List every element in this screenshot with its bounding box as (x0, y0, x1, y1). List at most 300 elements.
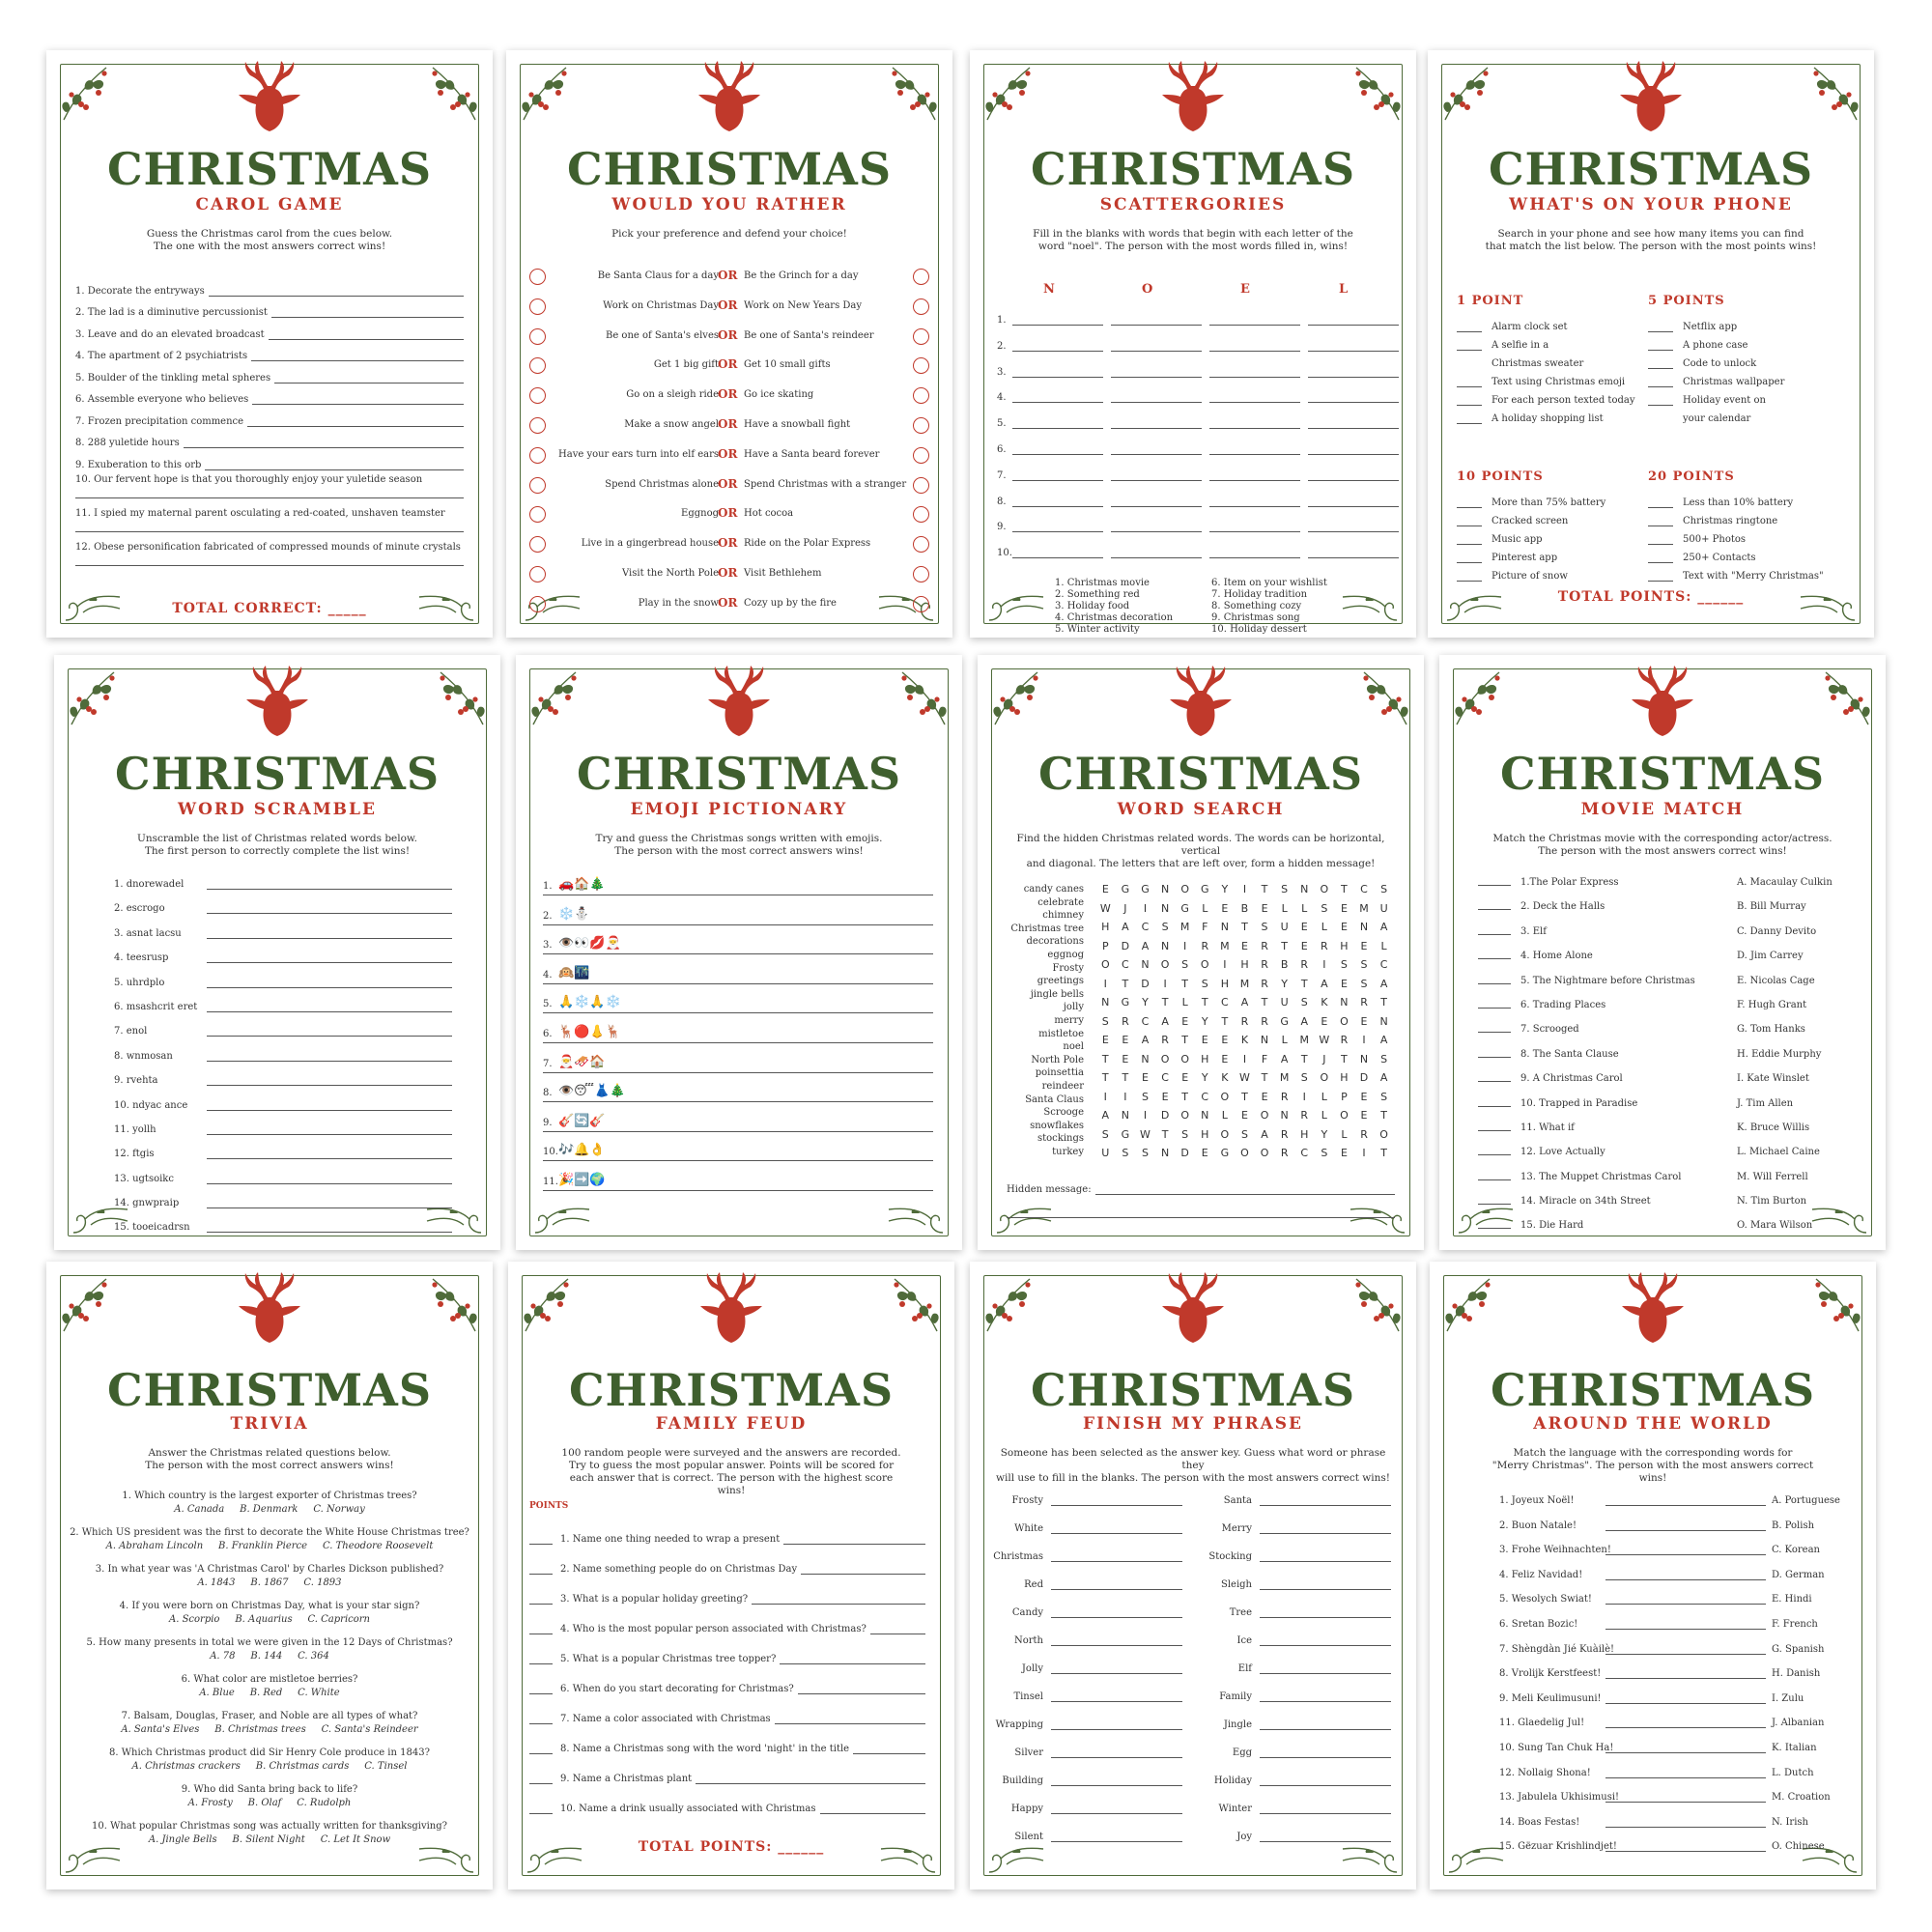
sheet-would-you-rather (506, 50, 952, 638)
grid-letter: O (1180, 1109, 1189, 1122)
grid-letter: I (1322, 958, 1326, 971)
blank-line (1457, 572, 1482, 582)
grid-letter: T (1380, 1109, 1387, 1122)
item-text: 2. The lad is a diminutive percussionist (75, 307, 268, 318)
grid-letter: E (1360, 1090, 1368, 1103)
answer-line (207, 987, 452, 988)
instructions: Answer the Christmas related questions below. The person with the most correct answers wins! (145, 1447, 394, 1471)
holly-icon (983, 62, 1045, 124)
sheet-title: CHRISTMAS (1490, 1364, 1816, 1416)
grid-letter: N (1379, 1014, 1388, 1028)
scatter-row (997, 489, 1387, 515)
answer-line (75, 561, 464, 566)
sheet-subtitle: SCATTERGORIES (1099, 195, 1287, 214)
phrase-word: Red (1024, 1579, 1043, 1590)
scrambled-word: 15. tooeicadrsn (114, 1222, 190, 1234)
list-item (114, 1043, 452, 1067)
choice-circle[interactable] (529, 417, 546, 434)
answer-line (1605, 1777, 1766, 1778)
language: C. Korean (1772, 1545, 1820, 1556)
grid-row (1095, 996, 1395, 1015)
phrase-word: Tinsel (1013, 1691, 1043, 1702)
choice-circle[interactable] (529, 269, 546, 285)
grid-letter: G (1280, 1014, 1289, 1028)
row-number: 8. (997, 496, 1007, 507)
grid-letter: F (1202, 921, 1208, 933)
list-item (114, 1018, 452, 1042)
phrase-word: Candy (1011, 1607, 1043, 1618)
question-text: 6. When do you start decorating for Christmas? (560, 1684, 794, 1694)
actor-name: O. Mara Wilson (1737, 1220, 1813, 1232)
grid-letter: O (1160, 958, 1170, 971)
blank-line (1478, 1032, 1511, 1033)
list-item (543, 903, 933, 933)
holly-icon (983, 1273, 1045, 1335)
answer-line (820, 1804, 926, 1814)
phrase-word: Stocking (1208, 1551, 1252, 1562)
match-row (1499, 1640, 1841, 1665)
holly-icon (522, 1273, 583, 1335)
grid-letter: D (1141, 977, 1150, 990)
instructions: Match the language with the corresponding words for "Merry Christmas". The person with the most answers correct wins! (1492, 1447, 1814, 1484)
language: J. Albanian (1772, 1718, 1825, 1729)
grid-letter: I (1123, 1090, 1127, 1103)
answer-line (1605, 1727, 1766, 1728)
word-list-item: merry (1054, 1014, 1084, 1026)
flourish-icon (1341, 591, 1399, 624)
answer-line (1209, 454, 1300, 455)
answer-line (1012, 480, 1103, 481)
grid-row (1095, 902, 1395, 922)
phrase: 3. Frohe Weihnachten! (1499, 1545, 1611, 1556)
item-text: 1. Decorate the entryways (75, 285, 205, 297)
instructions: Find the hidden Christmas related words. The words can be horizontal, vertical and diagonal. The letters that are left over, form a hidden message! (1016, 833, 1385, 869)
row-number: 5. (997, 418, 1007, 430)
feud-row (529, 1634, 925, 1664)
option-b: Visit Bethlehem (744, 568, 822, 579)
answer-options: A. Frosty B. Olaf C. Rudolph (187, 1798, 352, 1808)
scrambled-word: 10. ndyac ance (114, 1099, 188, 1111)
row-number: 7. (997, 469, 1007, 481)
blank-line (1478, 1106, 1511, 1107)
grid-letter: E (1122, 1034, 1129, 1046)
holly-icon (1801, 1273, 1862, 1335)
blank-line (1648, 323, 1673, 332)
scrambled-word: 14. gnwpraip (114, 1198, 180, 1209)
grid-letter: S (1380, 1052, 1388, 1065)
movie-title: 4. Home Alone (1520, 951, 1593, 962)
grid-letter: R (1300, 1109, 1309, 1122)
grid-letter: N (1359, 1052, 1369, 1065)
sheet-title: CHRISTMAS (106, 143, 433, 195)
instructions: Someone has been selected as the answer key. Guess what word or phrase they will use to fill in the blanks. The person with the most answers correct wins! (995, 1447, 1391, 1484)
grid-letter: T (1281, 939, 1288, 952)
answer-line (1012, 377, 1103, 378)
match-row (1499, 1714, 1841, 1739)
sheet-title: CHRISTMAS (1499, 748, 1826, 800)
or-label: OR (718, 357, 738, 372)
sheet-title: CHRISTMAS (566, 143, 893, 195)
answer-line (798, 1684, 925, 1694)
points-heading: 5 POINTS (1648, 294, 1725, 308)
grid-letter: N (1160, 939, 1170, 952)
word-list-item: snowflakes (1030, 1120, 1084, 1131)
answer-line (1308, 351, 1399, 352)
answer-line (1605, 1703, 1766, 1704)
question-text: 8. Which Christmas product did Sir Henry Cole produce in 1843? (109, 1747, 430, 1758)
list-item (75, 427, 464, 449)
choice-circle[interactable] (529, 328, 546, 345)
item-text: 7. Frozen precipitation commence (75, 415, 244, 427)
blank-line (1457, 535, 1482, 545)
word-list-item: chimney (1042, 910, 1084, 922)
answer-line (801, 1564, 925, 1575)
points-blank (529, 1595, 553, 1605)
blank-line (1457, 517, 1482, 526)
checklist-item (1457, 387, 1650, 406)
phrase-word: Wrapping (995, 1719, 1043, 1730)
grid-letter: G (1121, 1127, 1130, 1141)
grid-letter: N (1121, 1109, 1129, 1122)
item-text: Text using Christmas emoji (1492, 377, 1626, 387)
scatter-row (997, 384, 1387, 411)
checklist-item (1648, 526, 1851, 545)
grid-letter: N (1101, 996, 1110, 1009)
choice-circle[interactable] (529, 477, 546, 494)
trivia-question (70, 1710, 469, 1747)
trivia-question (70, 1636, 469, 1673)
grid-letter: T (1122, 977, 1129, 990)
option-b: Work on New Years Day (744, 299, 863, 311)
phrase-word: White (1014, 1523, 1043, 1534)
grid-row (1095, 1147, 1395, 1166)
item-text: For each person texted today (1492, 395, 1635, 406)
answer-line (1051, 1757, 1182, 1758)
grid-letter: B (1240, 901, 1249, 915)
sheet-title: CHRISTMAS (1037, 748, 1364, 800)
checklist-item (1457, 406, 1650, 424)
phrase-row (1194, 1770, 1397, 1798)
flourish-icon (995, 1204, 1053, 1236)
reindeer-head-icon (698, 665, 780, 738)
movie-title: 13. The Muppet Christmas Carol (1520, 1171, 1682, 1182)
choice-circle[interactable] (529, 596, 546, 612)
match-row (1499, 1690, 1841, 1715)
points-heading: 20 POINTS (1648, 469, 1735, 484)
grid-letter: R (1122, 1014, 1129, 1028)
answer-line (1209, 557, 1300, 558)
word-list-item: stockings (1037, 1133, 1084, 1145)
word-list-item: greetings (1037, 976, 1084, 987)
grid-letter: A (1379, 1034, 1388, 1046)
choice-circle[interactable] (913, 328, 929, 345)
reindeer-head-icon (1622, 665, 1703, 738)
blank-line (1478, 1228, 1511, 1229)
choice-circle[interactable] (913, 298, 929, 315)
list-item (75, 340, 464, 362)
blank-line (1478, 1081, 1511, 1082)
answer-line (1260, 1673, 1391, 1674)
choice-circle[interactable] (913, 417, 929, 434)
or-label: OR (718, 417, 738, 431)
match-row (1499, 1837, 1841, 1862)
scrambled-word: 9. rvehta (114, 1075, 158, 1087)
word-list-item: Frosty (1052, 962, 1084, 974)
answer-line (1260, 1617, 1391, 1618)
answer-line (207, 1232, 452, 1233)
points-blank (529, 1775, 553, 1784)
phrase-word: Sleigh (1220, 1579, 1252, 1590)
instructions: 100 random people were surveyed and the answers are recorded. Try to guess the most popular answer. Points will be scored for each answer that is correct. The person with the highest score wins! (561, 1447, 901, 1496)
item-number: 7. (543, 1058, 553, 1069)
grid-letter: H (1220, 977, 1229, 990)
grid-letter: E (1221, 1052, 1229, 1065)
points-blank (529, 1535, 553, 1545)
grid-letter: H (1201, 1127, 1209, 1141)
grid-letter: L (1301, 901, 1308, 915)
answer-line (269, 329, 464, 340)
item-text: Music app (1492, 534, 1543, 545)
blank-line (1648, 572, 1673, 582)
answer-line (1260, 1533, 1391, 1534)
holly-icon (887, 667, 949, 728)
grid-letter: S (1380, 1090, 1388, 1103)
grid-letter: T (1161, 996, 1169, 1009)
answer-line (1051, 1589, 1182, 1590)
answer-line (1012, 351, 1103, 352)
grid-letter: N (1260, 1034, 1269, 1046)
answer-line (1308, 531, 1399, 532)
answer-line (247, 416, 464, 427)
grid-letter: C (1122, 958, 1129, 971)
grid-letter: S (1181, 1127, 1189, 1141)
item-text: 4. The apartment of 2 psychiatrists (75, 351, 248, 361)
blank-line (1648, 535, 1673, 545)
grid-letter: Y (1321, 1127, 1328, 1141)
grid-letter: N (1160, 1147, 1170, 1159)
actor-name: G. Tom Hanks (1737, 1024, 1805, 1036)
grid-letter: S (1300, 1071, 1308, 1084)
answer-options: A. Canada B. Denmark C. Norway (174, 1504, 365, 1515)
list-item (114, 921, 452, 945)
answer-line (1111, 557, 1202, 558)
choice-circle[interactable] (529, 298, 546, 315)
grid-letter: O (1180, 883, 1189, 895)
item-text: 6. Assemble everyone who believes (75, 394, 249, 405)
blank-line (1478, 1130, 1511, 1131)
list-item (114, 1067, 452, 1092)
phrase-row (985, 1574, 1188, 1602)
grid-letter: E (1340, 921, 1348, 933)
holly-icon (1441, 62, 1503, 124)
grid-letter: A (1280, 1052, 1289, 1065)
actor-name: I. Kate Winslet (1737, 1073, 1809, 1085)
grid-letter: E (1340, 1147, 1348, 1159)
points-blank (529, 1745, 553, 1754)
answer-line (1605, 1579, 1766, 1580)
item-text: Text with "Merry Christmas" (1683, 571, 1824, 582)
holly-icon (60, 1273, 122, 1335)
holly-icon (425, 667, 487, 728)
language: B. Polish (1772, 1520, 1815, 1531)
blank-line (1648, 554, 1673, 563)
option-a: Visit the North Pole (622, 568, 719, 579)
grid-letter: T (1201, 996, 1208, 1009)
phrase-left-column (985, 1490, 1188, 1854)
language: H. Danish (1772, 1668, 1821, 1680)
grid-letter: I (1362, 1147, 1366, 1159)
item-text: 500+ Photos (1683, 534, 1747, 545)
word-list-item: eggnog (1047, 949, 1084, 960)
match-row (1478, 923, 1857, 947)
match-row (1478, 1045, 1857, 1069)
trivia-question (70, 1747, 469, 1783)
match-row (1499, 1590, 1841, 1615)
question-text: 5. How many presents in total we were given in the 12 Days of Christmas? (86, 1637, 453, 1648)
choice-circle[interactable] (913, 269, 929, 285)
checklist-item (1457, 314, 1650, 332)
checklist-item (1648, 369, 1851, 387)
holly-icon (1810, 667, 1872, 728)
grid-letter: L (1221, 1109, 1228, 1122)
choice-circle[interactable] (913, 447, 929, 464)
column-letter: N (1043, 282, 1055, 297)
match-row (1478, 1020, 1857, 1044)
grid-letter: L (1380, 939, 1387, 952)
item-text: 9. Exuberation to this orb (75, 459, 202, 470)
answer-line (543, 1072, 933, 1073)
answer-line (207, 1036, 452, 1037)
checklist-item (1457, 563, 1650, 582)
choice-circle[interactable] (529, 566, 546, 582)
blank-line (1648, 359, 1673, 369)
grid-letter: T (1221, 1014, 1229, 1028)
choice-circle[interactable] (913, 566, 929, 582)
grid-letter: I (1223, 958, 1227, 971)
grid-letter: E (1161, 1090, 1169, 1103)
option-b: Hot cocoa (744, 508, 794, 520)
checklist-item (1457, 526, 1650, 545)
answer-line (1260, 1841, 1391, 1842)
movie-title: 3. Elf (1520, 925, 1547, 937)
answer-line (1260, 1785, 1391, 1786)
phrase-word: Happy (1010, 1804, 1043, 1814)
answer-line (274, 373, 464, 384)
word-list-item: Santa Claus (1025, 1094, 1084, 1105)
holly-icon (417, 1273, 479, 1335)
grid-letter: K (1221, 1071, 1229, 1084)
option-a: Eggnog (681, 508, 719, 520)
choice-circle[interactable] (529, 447, 546, 464)
phrase-word: Merry (1221, 1523, 1252, 1534)
language: E. Hindi (1772, 1594, 1812, 1605)
list-item (543, 873, 933, 903)
item-text: 250+ Contacts (1683, 553, 1756, 563)
trivia-question (70, 1820, 469, 1857)
phrase: 12. Nollaig Shona! (1499, 1767, 1591, 1778)
sheet-subtitle: AROUND THE WORLD (1533, 1414, 1773, 1434)
grid-letter: J (1322, 1052, 1326, 1065)
phrase-word: Egg (1232, 1747, 1252, 1758)
match-row (1499, 1541, 1841, 1566)
grid-letter: O (1160, 1052, 1170, 1065)
blank-line (1457, 359, 1482, 369)
grid-letter: G (1141, 883, 1150, 895)
scrambled-word: 2. escrogo (114, 903, 165, 915)
blank-line (1478, 1154, 1511, 1155)
choice-circle[interactable] (913, 596, 929, 612)
actor-name: L. Michael Caine (1737, 1147, 1820, 1158)
item-number: 9. (543, 1117, 553, 1128)
grid-row (1095, 958, 1395, 978)
scatter-row (997, 333, 1387, 359)
grid-letter: N (1300, 883, 1309, 895)
holly-icon (1443, 1273, 1505, 1335)
flourish-icon (1349, 1204, 1406, 1236)
grid-letter: O (1240, 1147, 1249, 1159)
trivia-question (70, 1783, 469, 1820)
sheet-scattergories (970, 50, 1416, 638)
answer-line (1605, 1678, 1766, 1679)
grid-letter: A (1240, 996, 1249, 1009)
feud-row (529, 1605, 925, 1634)
grid-letter: C (1161, 1071, 1169, 1084)
question-text: 1. Name one thing needed to wrap a present (560, 1534, 781, 1545)
item-number: 1. (543, 881, 553, 892)
actor-name: A. Macaulay Culkin (1737, 877, 1833, 888)
phrase: 7. Shèngdàn Jié Kuàilè! (1499, 1643, 1615, 1655)
sheet-whats-on-your-phone (1428, 50, 1874, 638)
checklist-item (1648, 314, 1851, 332)
phrase-word: Santa (1223, 1495, 1252, 1506)
grid-letter: A (1141, 939, 1150, 952)
row-number: 6. (997, 443, 1007, 455)
blank-line (1457, 414, 1482, 424)
scrambled-word: 7. enol (114, 1026, 148, 1037)
item-text: Code to unlock (1683, 358, 1757, 369)
option-a: Get 1 big gift (653, 359, 719, 371)
word-list-item: celebrate (1037, 896, 1084, 908)
category: 1. Christmas movie (1055, 578, 1150, 588)
blank-line (1478, 1057, 1511, 1058)
phrase: 8. Vrolijk Kerstfeest! (1499, 1668, 1602, 1680)
phrase-row (1194, 1714, 1397, 1742)
points-blank (529, 1655, 553, 1664)
grid-letter: R (1161, 1034, 1169, 1046)
or-label: OR (718, 298, 738, 312)
choice-circle[interactable] (913, 477, 929, 494)
movie-title: 14. Miracle on 34th Street (1520, 1196, 1651, 1208)
grid-letter: M (1220, 939, 1230, 952)
question-text: 2. Which US president was the first to decorate the White House Christmas tree? (70, 1527, 469, 1538)
grid-letter: S (1360, 977, 1368, 990)
answer-line (1111, 531, 1202, 532)
grid-letter: G (1201, 883, 1209, 895)
feud-row (529, 1575, 925, 1605)
checklist-item (1648, 508, 1851, 526)
grid-letter: B (1280, 958, 1289, 971)
item-number: 11. (543, 1176, 558, 1187)
answer-line (1605, 1654, 1766, 1655)
grid-letter: E (1142, 1071, 1149, 1084)
emoji-clue: 👁️😴👗🎄 (558, 1084, 626, 1099)
checklist-item (1648, 332, 1851, 351)
answer-options: A. 1843 B. 1867 C. 1893 (197, 1577, 342, 1588)
phrase-row (1194, 1490, 1397, 1518)
grid-letter: S (1380, 883, 1388, 895)
answer-line (1111, 351, 1202, 352)
grid-letter: C (1300, 1147, 1309, 1159)
